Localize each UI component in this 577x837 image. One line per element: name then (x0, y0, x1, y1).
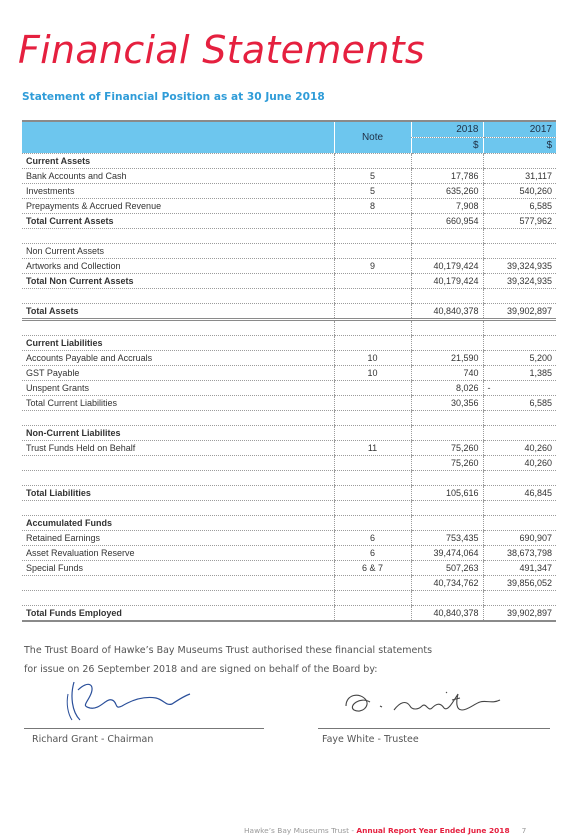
table-body (22, 154, 556, 622)
row-value-2018: 40,179,424 (411, 259, 483, 274)
table-row (22, 426, 556, 441)
row-label: Retained Earnings (22, 531, 334, 546)
row-value-2017: 39,902,897 (483, 606, 556, 622)
row-value-2017 (483, 320, 556, 336)
table-row (22, 501, 556, 516)
row-value-2018: 40,840,378 (411, 304, 483, 320)
row-label: Investments (22, 184, 334, 199)
row-value-2018: 635,260 (411, 184, 483, 199)
row-value-2018: 40,840,378 (411, 606, 483, 622)
row-note: 6 (334, 546, 411, 561)
row-value-2018: 30,356 (411, 396, 483, 411)
row-value-2017: 5,200 (483, 351, 556, 366)
row-value-2018: 75,260 (411, 441, 483, 456)
row-value-2017 (483, 336, 556, 351)
table-row (22, 591, 556, 606)
row-note: 5 (334, 184, 411, 199)
row-value-2017: 6,585 (483, 199, 556, 214)
signature-richard-grant (60, 676, 200, 726)
row-note (334, 229, 411, 244)
row-label: Total Current Liabilities (22, 396, 334, 411)
row-note (334, 214, 411, 229)
table-row (22, 289, 556, 304)
header-note: Note (334, 121, 411, 154)
table-row (22, 411, 556, 426)
header-unit-2018: $ (411, 138, 483, 154)
row-label: Special Funds (22, 561, 334, 576)
table-row (22, 184, 556, 199)
row-label (22, 456, 334, 471)
row-value-2017 (483, 591, 556, 606)
table-row (22, 304, 556, 320)
table-row (22, 229, 556, 244)
table-row (22, 396, 556, 411)
row-label: Total Assets (22, 304, 334, 320)
row-note (334, 274, 411, 289)
row-label (22, 471, 334, 486)
row-label: Bank Accounts and Cash (22, 169, 334, 184)
row-label (22, 576, 334, 591)
table-row (22, 199, 556, 214)
row-note (334, 411, 411, 426)
table-row (22, 320, 556, 336)
row-value-2017 (483, 154, 556, 169)
row-note (334, 289, 411, 304)
row-label: Unspent Grants (22, 381, 334, 396)
signature-line-1 (24, 728, 264, 729)
table-row (22, 274, 556, 289)
row-label: Trust Funds Held on Behalf (22, 441, 334, 456)
row-value-2017: 1,385 (483, 366, 556, 381)
header-unit-2017: $ (483, 138, 556, 154)
row-value-2017: 39,324,935 (483, 274, 556, 289)
row-label (22, 501, 334, 516)
row-value-2018: 17,786 (411, 169, 483, 184)
row-label: Current Assets (22, 154, 334, 169)
row-label: Asset Revaluation Reserve (22, 546, 334, 561)
row-note (334, 501, 411, 516)
row-value-2017 (483, 229, 556, 244)
row-note (334, 336, 411, 351)
authorisation-line-2: for issue on 26 September 2018 and are signed on behalf of the Board by: (24, 664, 378, 675)
row-label: Accounts Payable and Accruals (22, 351, 334, 366)
row-value-2017: 577,962 (483, 214, 556, 229)
row-label: Total Liabilities (22, 486, 334, 501)
row-value-2017: 540,260 (483, 184, 556, 199)
row-value-2018: 740 (411, 366, 483, 381)
row-label: Total Non Current Assets (22, 274, 334, 289)
row-note (334, 516, 411, 531)
signatory-2-name: Faye White - Trustee (322, 734, 419, 745)
row-value-2017: 46,845 (483, 486, 556, 501)
row-value-2017: 690,907 (483, 531, 556, 546)
row-label: Artworks and Collection (22, 259, 334, 274)
row-value-2018 (411, 516, 483, 531)
row-value-2017 (483, 244, 556, 259)
table-row (22, 576, 556, 591)
table-row (22, 441, 556, 456)
row-value-2017: 40,260 (483, 441, 556, 456)
row-value-2017 (483, 289, 556, 304)
row-note: 11 (334, 441, 411, 456)
table-row (22, 606, 556, 622)
row-label (22, 411, 334, 426)
row-note: 6 & 7 (334, 561, 411, 576)
statement-subtitle: Statement of Financial Position as at 30 June 2018 (22, 91, 325, 103)
authorisation-text (24, 641, 432, 679)
row-value-2018 (411, 591, 483, 606)
table-row (22, 351, 556, 366)
row-value-2017: - (483, 381, 556, 396)
row-note: 9 (334, 259, 411, 274)
row-label (22, 591, 334, 606)
row-value-2017: 6,585 (483, 396, 556, 411)
row-label: Total Current Assets (22, 214, 334, 229)
row-value-2017: 31,117 (483, 169, 556, 184)
row-value-2018: 8,026 (411, 381, 483, 396)
row-value-2018: 40,734,762 (411, 576, 483, 591)
row-label: Prepayments & Accrued Revenue (22, 199, 334, 214)
row-value-2018: 507,263 (411, 561, 483, 576)
row-value-2017: 38,673,798 (483, 546, 556, 561)
table-row (22, 456, 556, 471)
row-note (334, 456, 411, 471)
row-value-2017 (483, 426, 556, 441)
table-row (22, 381, 556, 396)
row-value-2018 (411, 244, 483, 259)
row-value-2018: 21,590 (411, 351, 483, 366)
table-header-row (22, 121, 556, 138)
row-value-2018: 75,260 (411, 456, 483, 471)
row-value-2018: 105,616 (411, 486, 483, 501)
authorisation-line-1: The Trust Board of Hawke’s Bay Museums Trust authorised these financial statements (24, 645, 433, 656)
footer-report: Annual Report Year Ended June 2018 (356, 826, 510, 835)
row-label (22, 229, 334, 244)
row-label: Current Liabilities (22, 336, 334, 351)
row-note (334, 304, 411, 320)
table-row (22, 244, 556, 259)
header-year-2017: 2017 (483, 121, 556, 138)
table-row (22, 259, 556, 274)
row-note: 8 (334, 199, 411, 214)
row-value-2018 (411, 320, 483, 336)
row-value-2017: 39,902,897 (483, 304, 556, 320)
row-label (22, 320, 334, 336)
table-row (22, 546, 556, 561)
signature-line-2 (318, 728, 550, 729)
table-row (22, 486, 556, 501)
row-value-2018 (411, 501, 483, 516)
row-value-2017: 39,856,052 (483, 576, 556, 591)
row-value-2017 (483, 411, 556, 426)
row-value-2018 (411, 154, 483, 169)
table-row (22, 169, 556, 184)
table-row (22, 366, 556, 381)
row-value-2018 (411, 229, 483, 244)
row-value-2018: 39,474,064 (411, 546, 483, 561)
row-note: 5 (334, 169, 411, 184)
row-value-2017 (483, 516, 556, 531)
row-note (334, 154, 411, 169)
row-note (334, 576, 411, 591)
signatory-1-name: Richard Grant - Chairman (32, 734, 154, 745)
row-note: 6 (334, 531, 411, 546)
row-note: 10 (334, 366, 411, 381)
row-value-2017: 39,324,935 (483, 259, 556, 274)
row-value-2018 (411, 426, 483, 441)
table-row (22, 531, 556, 546)
row-note (334, 426, 411, 441)
page-title: Financial Statements (18, 28, 426, 72)
row-label (22, 289, 334, 304)
row-label: Non-Current Liabilites (22, 426, 334, 441)
table-row (22, 471, 556, 486)
row-note (334, 606, 411, 622)
row-value-2018 (411, 289, 483, 304)
row-value-2018: 7,908 (411, 199, 483, 214)
row-label: Accumulated Funds (22, 516, 334, 531)
row-note (334, 244, 411, 259)
row-note (334, 486, 411, 501)
table-row (22, 561, 556, 576)
row-value-2017: 491,347 (483, 561, 556, 576)
row-label: Non Current Assets (22, 244, 334, 259)
row-note (334, 396, 411, 411)
signature-faye-white (340, 686, 520, 722)
row-label: GST Payable (22, 366, 334, 381)
header-year-2018: 2018 (411, 121, 483, 138)
row-note (334, 471, 411, 486)
footer-org: Hawke’s Bay Museums Trust - (244, 826, 357, 835)
row-note (334, 320, 411, 336)
row-label: Total Funds Employed (22, 606, 334, 622)
header-blank-cell (22, 121, 334, 154)
row-value-2018: 753,435 (411, 531, 483, 546)
row-note: 10 (334, 351, 411, 366)
table-row (22, 214, 556, 229)
row-note (334, 381, 411, 396)
table-row (22, 154, 556, 169)
financial-position-table (22, 120, 556, 622)
page-footer (244, 826, 526, 835)
table-row (22, 336, 556, 351)
row-value-2018 (411, 411, 483, 426)
row-value-2018: 40,179,424 (411, 274, 483, 289)
row-value-2018: 660,954 (411, 214, 483, 229)
table-row (22, 516, 556, 531)
row-note (334, 591, 411, 606)
row-value-2017 (483, 471, 556, 486)
row-value-2018 (411, 471, 483, 486)
row-value-2017 (483, 501, 556, 516)
row-value-2018 (411, 336, 483, 351)
page-number: 7 (521, 826, 527, 835)
row-value-2017: 40,260 (483, 456, 556, 471)
